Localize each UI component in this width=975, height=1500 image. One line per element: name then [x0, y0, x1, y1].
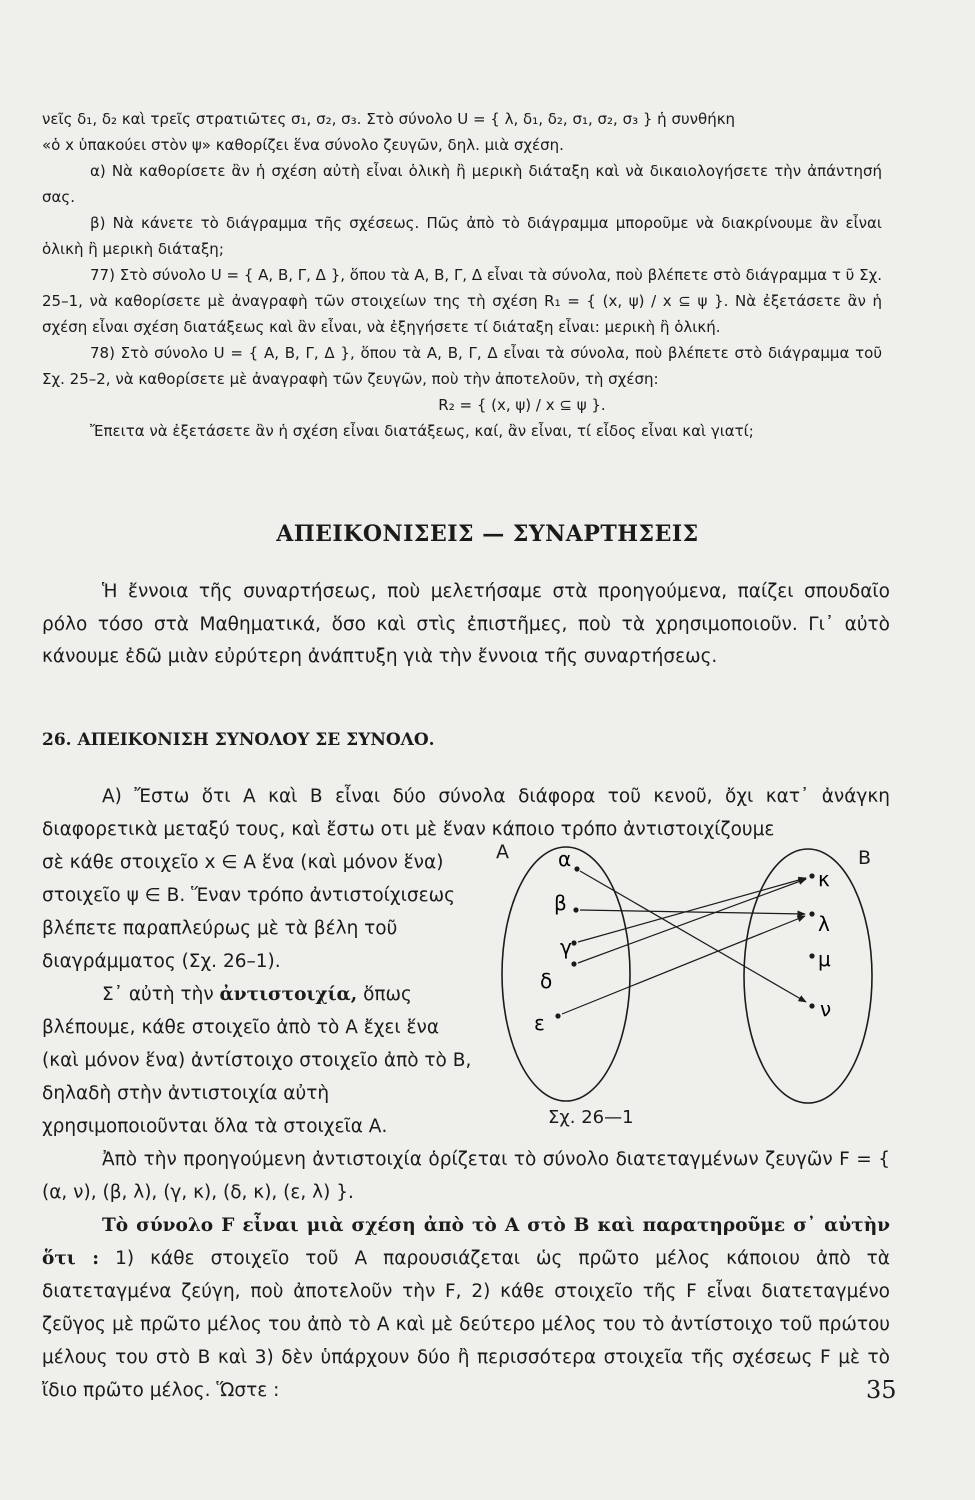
element-delta [540, 961, 577, 993]
set-a-ellipse [502, 847, 630, 1101]
set-a-label: Α [496, 841, 509, 863]
paragraph-relation-f [42, 1209, 890, 1407]
exercise-78-followup: Ἔπειτα νὰ ἐξετάσετε ἂν ἡ σχέση εἶναι διατάξεως, καί, ἂν εἶναι, τί εἶδος εἶναι καὶ γιατί; [90, 422, 754, 440]
relation-f-statement: Τὸ σύνολο F εἶναι μιὰ σχέση ἀπὸ τὸ Α στὸ Β καὶ παρατηροῦμε σ᾽ αὐτὴν ὅτι : [42, 1215, 890, 1269]
exercises-block [42, 106, 882, 444]
element-epsilon [534, 1011, 561, 1035]
correspondence-term: ἀντιστοιχία, [219, 984, 358, 1005]
svg-text:β: β [554, 891, 567, 915]
set-b-ellipse [744, 849, 872, 1103]
element-lambda [809, 911, 830, 936]
set-b-label: Β [858, 847, 872, 869]
svg-text:α: α [558, 847, 572, 871]
svg-text:δ: δ [540, 969, 553, 993]
exercise-78: 78) Στὸ σύνολο U = { Α, Β, Γ, Δ }, ὅπου τὰ Α, Β, Γ, Δ εἶναι τὰ σύνολα, ποὺ βλέπετε στὸ διάγραμμα τοῦ Σχ. 25–2, νὰ καθορίσετε μὲ ἀναγραφὴ τῶν ζευγῶν, ποὺ τὴν ἀποτελοῦν, τὴ σχέση: [42, 344, 882, 388]
set-a-elements [534, 847, 580, 1035]
paragraph-a-narrow: σὲ κάθε στοιχεῖο x ∈ Α ἕνα (καὶ μόνον ἕνα) στοιχεῖο ψ ∈ Β. Ἕναν τρόπο ἀντιστοίχισεως βλέπετε παραπλεύρως μὲ τὰ βέλη τοῦ διαγράμματος (Σχ. 26–1). [42, 852, 455, 972]
svg-text:κ: κ [818, 867, 830, 891]
exercise-76-text-1: νεῖς δ₁, δ₂ καὶ τρεῖς στρατιῶτες σ₁, σ₂, σ₃. Στὸ σύνολο U = { λ, δ₁, δ₂, σ₁, σ₂, σ₃ } ἡ συνθήκη [42, 110, 736, 128]
correspondence-text-rest: ὅπως βλέπουμε, κάθε στοιχεῖο ἀπὸ τὸ Α ἔχει ἕνα (καὶ μόνον ἕνα) ἀντίστοιχο στοιχεῖο ἀπὸ τὸ Β, δηλαδὴ στὴν ἀντιστοιχία αὐτὴ χρησιμοποιοῦνται ὅλα τὰ στοιχεῖα Α. [42, 984, 472, 1137]
section-title: 26. ΑΠΕΙΚΟΝΙΣΗ ΣΥΝΟΛΟΥ ΣΕ ΣΥΝΟΛΟ. [42, 730, 435, 750]
exercise-76-part-b: β) Νὰ κάνετε τὸ διάγραμμα τῆς σχέσεως. Πῶς ἀπὸ τὸ διάγραμμα μποροῦμε νὰ διακρίνουμε ἂν εἶναι ὁλικὴ ἢ μερικὴ διάταξη; [42, 214, 882, 258]
relation-f-properties: 1) κάθε στοιχεῖο τοῦ Α παρουσιάζεται ὡς πρῶτο μέλος κάποιου ἀπὸ τὰ διατεταγμένα ζεύγη, ποὺ ἀποτελοῦν τὴν F, 2) κάθε στοιχεῖο τῆς F εἶναι διατεταγμένο ζεῦγος μὲ πρῶτο μέλος του ἀπὸ τὸ Α καὶ μὲ δεύτερο μέλος του τὸ ἀντίστοιχο τοῦ πρώτου μέλους του στὸ Β καὶ 3) δὲν ὑπάρχουν δύο ἢ περισσότερα στοιχεῖα τῆς σχέσεως F μὲ τὸ ἴδιο πρῶτο μέλος. Ὥστε : [42, 1248, 890, 1401]
element-beta [554, 891, 579, 915]
paragraph-a-wide: Α) Ἔστω ὅτι Α καὶ Β εἶναι δύο σύνολα διάφορα τοῦ κενοῦ, ὄχι κατ᾽ ἀνάγκη διαφορετικὰ μεταξύ τους, καὶ ἔστω οτι μὲ ἕναν κάποιο τρόπο ἀντιστοιχίζουμε [42, 786, 890, 840]
paragraph-ordered-pairs: Ἀπὸ τὴν προηγούμενη ἀντιστοιχία ὁρίζεται τὸ σύνολο διατεταγμένων ζευγῶν F = { (α, ν), (β, λ), (γ, κ), (δ, κ), (ε, λ) }. [42, 1149, 890, 1203]
svg-text:γ: γ [560, 935, 572, 959]
page-number: 35 [866, 1376, 897, 1404]
svg-text:λ: λ [818, 912, 830, 936]
set-b-elements [809, 867, 831, 1021]
element-mu [809, 947, 831, 971]
mapping-arrows [562, 871, 806, 1014]
element-nu [809, 997, 831, 1021]
intro-paragraph: Ἡ ἔννοια τῆς συναρτήσεως, ποὺ μελετήσαμε στὰ προηγούμενα, παίζει σπουδαῖο ρόλο τόσο στὰ Μαθηματικά, ὅσο καὶ στὶς ἐπιστῆμες, ποὺ τὰ χρησιμοποιοῦν. Γι᾽ αὐτὸ κάνουμε ἐδῶ μιὰν εὐρύτερη ἀνάπτυξη γιὰ τὴν ἔννοια τῆς συναρτήσεως. [42, 581, 890, 667]
paragraph-correspondence [42, 978, 472, 1143]
svg-text:ν: ν [820, 997, 832, 1021]
arrow-delta-kappa [578, 879, 806, 963]
svg-text:μ: μ [818, 947, 831, 971]
mapping-diagram-fig-26-1 [486, 836, 896, 1136]
svg-text:ε: ε [534, 1011, 545, 1035]
element-gamma [560, 935, 577, 959]
exercise-76-part-a: α) Νὰ καθορίσετε ἂν ἡ σχέση αὐτὴ εἶναι ὁλικὴ ἢ μερικὴ διάταξη καὶ νὰ δικαιολογήσετε τὴν ἀπάντησή σας. [42, 162, 882, 206]
figure-caption: Σχ. 26—1 [548, 1107, 634, 1128]
element-alpha [558, 847, 580, 872]
relation-r2: R₂ = { (x, ψ) / x ⊆ ψ }. [438, 396, 606, 414]
exercise-76-text-2: «ὁ x ὑπακούει στὸν ψ» καθορίζει ἕνα σύνολο ζευγῶν, δηλ. μιὰ σχέση. [42, 136, 564, 154]
intro-paragraph-block [42, 576, 890, 674]
arrow-beta-lambda [580, 910, 805, 914]
element-kappa [809, 867, 830, 891]
exercise-77: 77) Στὸ σύνολο U = { Α, Β, Γ, Δ }, ὅπου τὰ Α, Β, Γ, Δ εἶναι τὰ σύνολα, ποὺ βλέπετε στὸ διάγραμμα τ ῦ Σχ. 25–1, νὰ καθορίσετε μὲ ἀναγραφὴ τῶν στοιχείων της τὴ σχέση R₁ = { (x, ψ) / x ⊆ ψ }. Νὰ ἐξετάσετε ἂν ἡ σχέση εἶναι σχέση διατάξεως καὶ ἂν εἶναι, νὰ ἐξηγήσετε τί διάταξη εἶναι: μερικὴ ἢ ὁλική. [42, 266, 882, 336]
arrow-alpha-nu [580, 871, 806, 1002]
chapter-heading: ΑΠΕΙΚΟΝΙΣΕΙΣ — ΣΥΝΑΡΤΗΣΕΙΣ [276, 521, 699, 547]
correspondence-text-start: Σ᾽ αὐτὴ τὴν [102, 984, 220, 1005]
